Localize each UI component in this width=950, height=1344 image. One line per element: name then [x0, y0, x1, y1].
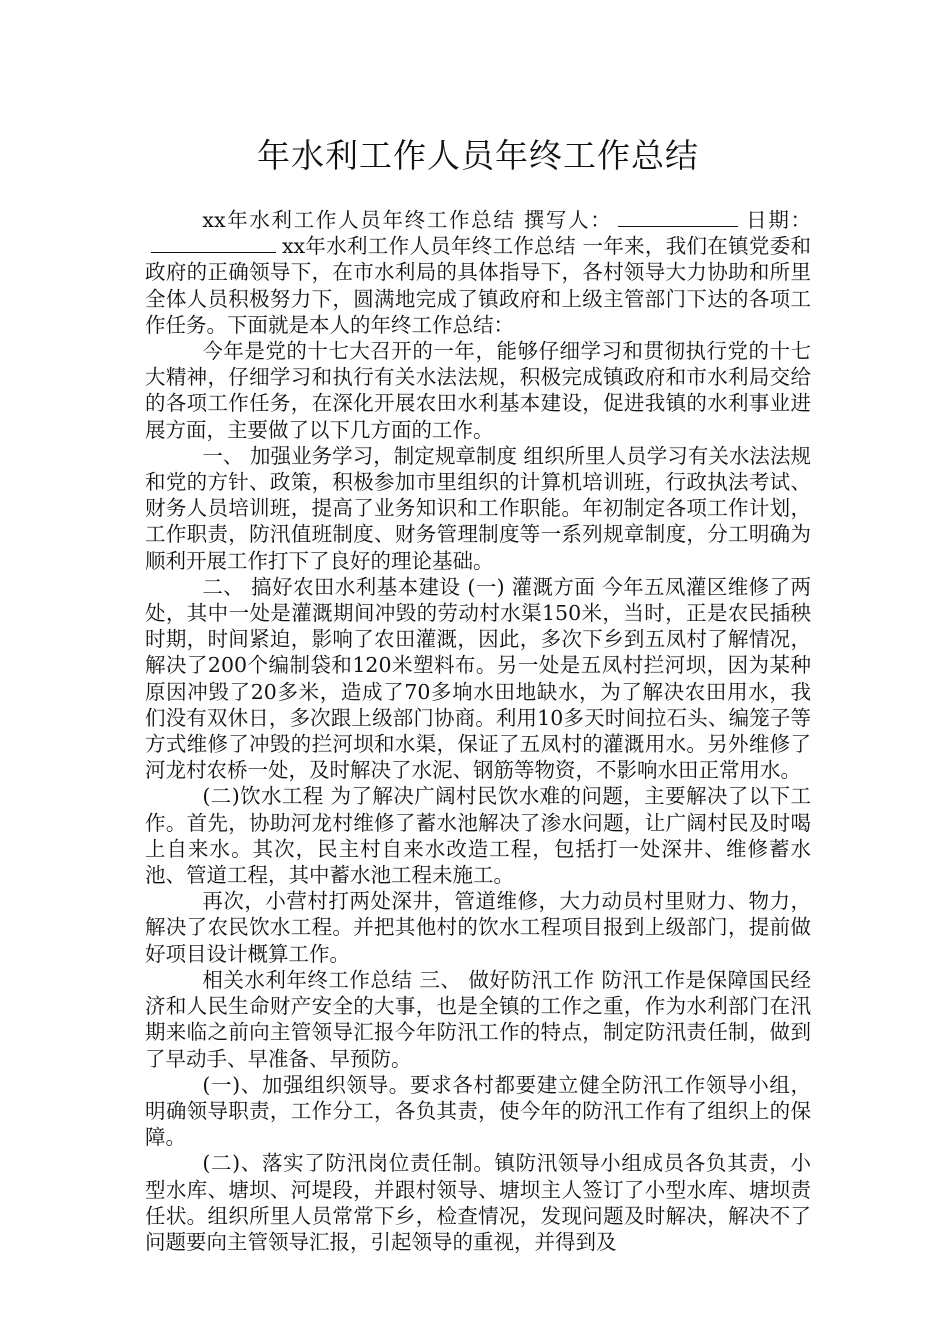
document-page	[145, 120, 811, 1255]
paragraph-5: 再次，小营村打两处深井，管道维修，大力动员村里财力、物力，解决了农民饮水工程。并把其他村的饮水工程项目报到上级部门，提前做好项目设计概算工作。	[145, 889, 811, 966]
paragraph-3: 二、 搞好农田水利基本建设 (一) 灌溉方面 今年五凤灌区维修了两处，其中一处是灌溉期间冲毁的劳动村水渠150米，当时，正是农民插秧时期，时间紧迫，影响了农田灌溉，因此，多次下乡到五凤村了解情况，解决了200个编制袋和120米塑料布。另一处是五凤村拦河坝，因为某种原因冲毁了20多米，造成了70多垧水田地缺水，为了解决农田用水，我们没有双休日，多次跟上级部门协商。利用10多天时间拉石头、编笼子等方式维修了冲毁的拦河坝和水渠，保证了五凤村的灌溉用水。另外维修了河龙村农桥一处，及时解决了水泥、钢筋等物资，不影响水田正常用水。	[145, 574, 811, 783]
paragraph-6: 相关水利年终工作总结 三、 做好防汛工作 防汛工作是保障国民经济和人民生命财产安全的大事，也是全镇的工作之重，作为水利部门在汛期来临之前向主管领导汇报今年防汛工作的特点，制定防汛责任制，做到了早动手、早准备、早预防。	[145, 967, 811, 1071]
document-body	[145, 207, 811, 1255]
paragraph-4: (二)饮水工程 为了解决广阔村民饮水难的问题，主要解决了以下工作。首先，协助河龙村维修了蓄水池解决了渗水问题，让广阔村民及时喝上自来水。其次，民主村自来水改造工程，包括打一处深井、维修蓄水池、管道工程，其中蓄水池工程未施工。	[145, 784, 811, 888]
paragraph-7: (一)、加强组织领导。要求各村都要建立健全防汛工作领导小组，明确领导职责，工作分工，各负其责，使今年的防汛工作有了组织上的保障。	[145, 1072, 811, 1150]
intro-body-text: xx年水利工作人员年终工作总结 一年来，我们在镇党委和政府的正确领导下，在市水利局的具体指导下，各村领导大力协助和所里全体人员积极努力下，圆满地完成了镇政府和上级主管部门下达的各项工作任务。下面就是本人的年终工作总结：	[145, 234, 811, 337]
paragraph-8: (二)、落实了防汛岗位责任制。镇防汛领导小组成员各负其责，小型水库、塘坝、河堤段，并跟村领导、塘坝主人签订了小型水库、塘坝责任状。组织所里人员常常下乡，检查情况，发现问题及时解决，解决不了问题要向主管领导汇报，引起领导的重视，并得到及	[145, 1151, 811, 1254]
date-blank-field	[151, 234, 276, 253]
intro-paragraph	[145, 207, 811, 338]
paragraph-2: 一、 加强业务学习，制定规章制度 组织所里人员学习有关水法法规和党的方针、政策，积极参加市里组织的计算机培训班，行政执法考试、财务人员培训班，提高了业务知识和工作职能。年初制定各项工作计划，工作职责，防汛值班制度、财务管理制度等一系列规章制度，分工明确为顺利开展工作打下了良好的理论基础。	[145, 443, 811, 573]
intro-author-label: xx年水利工作人员年终工作总结 撰写人：	[202, 208, 613, 232]
paragraph-1: 今年是党的十七大召开的一年，能够仔细学习和贯彻执行党的十七大精神，仔细学习和执行有关水法法规，积极完成镇政府和市水利局交给的各项工作任务，在深化开展农田水利基本建设，促进我镇的水利事业进展方面，主要做了以下几方面的工作。	[145, 339, 811, 442]
intro-date-label: 日期：	[744, 208, 812, 232]
author-blank-field	[618, 208, 738, 227]
document-title: 年水利工作人员年终工作总结	[257, 136, 699, 175]
